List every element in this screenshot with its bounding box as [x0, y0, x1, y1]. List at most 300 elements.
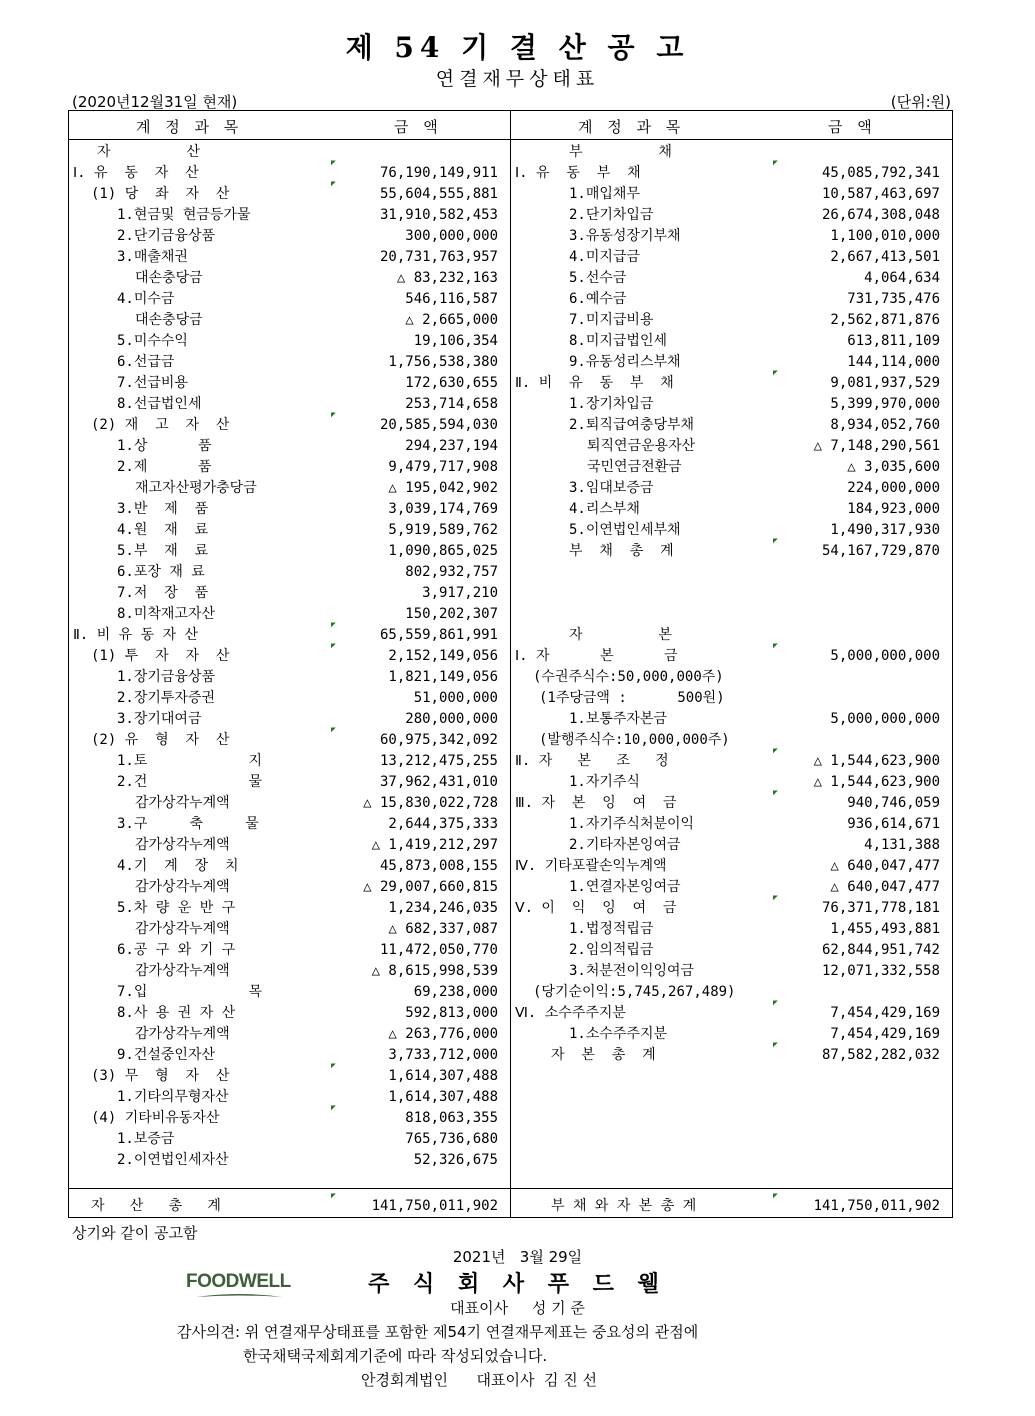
account-amount: 9,479,717,908	[388, 459, 498, 475]
table-row	[511, 394, 952, 415]
account-name: 6.포장 재 료	[117, 564, 205, 580]
account-name: 8.미착재고자산	[117, 606, 216, 622]
table-row	[511, 226, 952, 247]
account-amount: 12,071,332,558	[821, 963, 940, 979]
account-name: 8.미지급법인세	[569, 333, 668, 349]
account-name: 2.임의적립금	[569, 942, 654, 958]
account-amount: 54,167,729,870	[821, 543, 940, 559]
account-amount: △ 640,047,477	[830, 858, 940, 874]
table-row	[511, 352, 952, 373]
table-row	[69, 179, 510, 205]
right-amount-header: 금 액	[828, 118, 877, 136]
account-name: 8.선급법인세	[117, 396, 202, 412]
table-row	[69, 226, 510, 247]
audit-opinion-line-2: 한국채택국제회계기준에 따라 작성되었습니다.	[243, 1347, 548, 1365]
account-name: (4) 기타비유동자산	[91, 1110, 220, 1126]
table-row	[69, 667, 510, 688]
account-amount: 13,212,475,255	[379, 753, 498, 769]
table-row	[69, 1045, 510, 1066]
account-name: 자 본 총 계	[551, 1047, 656, 1063]
account-name: 감가상각누계액	[135, 963, 230, 979]
account-name: (3) 무 형 자 산	[91, 1068, 230, 1084]
table-row	[511, 1024, 952, 1045]
table-row	[69, 1061, 510, 1087]
tick-mark-icon: ◤	[331, 641, 336, 650]
account-amount: 55,604,555,881	[379, 186, 498, 202]
account-amount: 7,454,429,169	[830, 1005, 940, 1021]
account-amount: 1,756,538,380	[388, 354, 498, 370]
account-name: 2.단기차입금	[569, 207, 654, 223]
account-name: 2.장기투자증권	[117, 690, 216, 706]
ceo-line: 대표이사 성 기 준	[450, 1299, 585, 1317]
account-amount: 1,234,246,035	[388, 900, 498, 916]
table-row	[511, 641, 952, 667]
account-name: 9.유동성리스부채	[569, 354, 681, 370]
table-row	[511, 746, 952, 772]
table-row	[511, 667, 952, 688]
account-name: Ⅱ. 자 본 조 정	[515, 753, 669, 769]
tick-mark-icon: ◤	[773, 1191, 778, 1200]
account-name: (1주당금액 : 500원)	[539, 690, 725, 706]
notice-text: 상기와 같이 공고함	[72, 1224, 198, 1242]
account-name: 5.선수금	[569, 270, 627, 286]
account-name: 감가상각누계액	[135, 837, 230, 853]
account-name: Ⅰ. 자 본 금	[515, 648, 678, 664]
account-name: 3.구 축 물	[117, 816, 259, 832]
table-row	[69, 247, 510, 268]
account-name: 1.자기주식	[569, 774, 640, 790]
tick-mark-icon: ◤	[773, 998, 778, 1007]
logo-wordmark: FOODWELL	[186, 1271, 291, 1292]
table-row	[511, 772, 952, 793]
account-name: (당기순이익:5,745,267,489)	[533, 984, 736, 1000]
tick-mark-icon: ◤	[331, 620, 336, 629]
auditor-line: 안경회계법인 대표이사 김 진 선	[361, 1371, 598, 1389]
table-row	[69, 1150, 510, 1171]
table-row	[69, 982, 510, 1003]
account-name: Ⅰ. 유 동 부 채	[515, 165, 641, 181]
account-name: (수권주식수:50,000,000주)	[533, 669, 724, 685]
account-amount: 69,238,000	[413, 984, 498, 1000]
account-name: (2) 재 고 자 산	[91, 417, 230, 433]
account-amount: 5,000,000,000	[830, 648, 940, 664]
tick-mark-icon: ◤	[773, 788, 778, 797]
account-amount: 3,733,712,000	[388, 1047, 498, 1063]
account-name: 4.원 재 료	[117, 522, 209, 538]
account-name: 1.법정적립금	[569, 921, 654, 937]
account-amount: 150,202,307	[405, 606, 498, 622]
account-name: 대손충당금	[135, 312, 203, 328]
tick-mark-icon: ◤	[331, 1103, 336, 1112]
account-amount: △ 1,544,623,900	[813, 774, 940, 790]
table-row	[511, 205, 952, 226]
account-name: 부 채 총 계	[569, 543, 674, 559]
account-amount: 2,562,871,876	[830, 312, 940, 328]
account-name: 1.소수주주지분	[569, 1026, 668, 1042]
account-amount: △ 640,047,477	[830, 879, 940, 895]
table-row	[69, 373, 510, 394]
account-amount: 731,735,476	[847, 291, 940, 307]
account-name: 국민연금전환금	[587, 459, 682, 475]
account-amount: △ 1,419,212,297	[371, 837, 498, 853]
account-amount: 65,559,861,991	[379, 627, 498, 643]
tick-mark-icon: ◤	[331, 1191, 336, 1200]
tick-mark-icon: ◤	[331, 410, 336, 419]
account-amount: 4,064,634	[864, 270, 940, 286]
table-row	[69, 1024, 510, 1045]
tick-mark-icon: ◤	[331, 158, 336, 167]
table-row	[511, 310, 952, 331]
table-row	[511, 536, 952, 562]
account-name: 2.퇴직급여충당부채	[569, 417, 695, 433]
account-amount: 294,237,194	[405, 438, 498, 454]
table-row	[511, 184, 952, 205]
account-amount: 1,821,149,056	[388, 669, 498, 685]
account-name: 7.입 목	[117, 984, 263, 1000]
account-name: 1.상 품	[117, 438, 212, 454]
audit-opinion-line-1: 감사의견: 위 연결재무상태표를 포함한 제54기 연결재무제표는 중요성의 관점에	[177, 1323, 699, 1341]
table-row	[511, 368, 952, 394]
table-row	[69, 961, 510, 982]
table-row	[511, 1040, 952, 1066]
account-amount: 60,975,342,092	[379, 732, 498, 748]
table-row	[69, 1087, 510, 1108]
account-amount: 2,644,375,333	[388, 816, 498, 832]
account-name: 감가상각누계액	[135, 879, 230, 895]
account-amount: △ 2,665,000	[405, 312, 498, 328]
table-row	[69, 919, 510, 940]
right-account-header: 계 정 과 목	[578, 118, 686, 136]
account-amount: 184,923,000	[847, 501, 940, 517]
table-row	[69, 158, 510, 184]
account-name: Ⅲ. 자 본 잉 여 금	[515, 795, 677, 811]
account-amount: 2,667,413,501	[830, 249, 940, 265]
assets-total-amount: 141,750,011,902	[371, 1198, 498, 1214]
table-row	[511, 478, 952, 499]
account-amount: 1,614,307,488	[388, 1089, 498, 1105]
table-row	[511, 457, 952, 478]
account-amount: △ 8,615,998,539	[371, 963, 498, 979]
account-name: 감가상각누계액	[135, 795, 230, 811]
account-amount: △ 682,337,087	[388, 921, 498, 937]
account-amount: △ 1,544,623,900	[813, 753, 940, 769]
table-row	[511, 814, 952, 835]
account-amount: 8,934,052,760	[830, 417, 940, 433]
account-amount: 9,081,937,529	[830, 375, 940, 391]
account-name: 3.반 제 품	[117, 501, 209, 517]
table-row	[69, 1103, 510, 1129]
account-name: 2.기타자본잉여금	[569, 837, 681, 853]
account-name: (1) 투 자 자 산	[91, 648, 230, 664]
table-row	[69, 410, 510, 436]
account-name: 5.차 량 운 반 구	[117, 900, 236, 916]
table-row	[69, 541, 510, 562]
table-row	[69, 604, 510, 625]
account-name: 감가상각누계액	[135, 921, 230, 937]
account-amount: 10,587,463,697	[821, 186, 940, 202]
table-row	[511, 940, 952, 961]
table-row	[69, 641, 510, 667]
account-amount: 20,731,763,957	[379, 249, 498, 265]
account-name: 1.기타의무형자산	[117, 1089, 229, 1105]
account-name: 2.제 품	[117, 459, 212, 475]
table-row	[511, 436, 952, 457]
account-amount: 1,100,010,000	[830, 228, 940, 244]
table-row	[511, 709, 952, 730]
account-name: 6.예수금	[569, 291, 627, 307]
account-name: 1.보증금	[117, 1131, 175, 1147]
account-amount: 45,873,008,155	[379, 858, 498, 874]
table-row	[511, 415, 952, 436]
account-amount: 5,919,589,762	[388, 522, 498, 538]
account-amount: 2,152,149,056	[388, 648, 498, 664]
account-amount: 765,736,680	[405, 1131, 498, 1147]
table-row	[69, 394, 510, 415]
account-amount: △ 15,830,022,728	[363, 795, 498, 811]
account-amount: 87,582,282,032	[821, 1047, 940, 1063]
unit-label: (단위:원)	[890, 93, 951, 111]
account-name: 7.선급비용	[117, 375, 188, 391]
left-amount-header: 금 액	[394, 118, 443, 136]
account-name: 1.장기차입금	[569, 396, 654, 412]
account-name: 1.현금및 현금등가물	[117, 207, 251, 223]
table-row	[69, 205, 510, 226]
company-name: 주 식 회 사 푸 드 웰	[368, 1271, 667, 1297]
account-name: 6.선급금	[117, 354, 175, 370]
table-row	[511, 604, 952, 625]
account-amount: 300,000,000	[405, 228, 498, 244]
account-name: 5.부 재 료	[117, 543, 209, 559]
tick-mark-icon: ◤	[773, 746, 778, 755]
table-row	[511, 998, 952, 1024]
table-row	[69, 688, 510, 709]
account-name: 자 산	[97, 144, 200, 160]
account-name: 7.미지급비용	[569, 312, 654, 328]
totals-divider	[68, 1188, 953, 1189]
table-row	[69, 331, 510, 352]
account-name: 1.매입채무	[569, 186, 640, 202]
account-amount: 45,085,792,341	[821, 165, 940, 181]
account-name: 9.건설중인자산	[117, 1047, 216, 1063]
account-name: 4.미지급금	[569, 249, 640, 265]
account-amount: 592,813,000	[405, 1005, 498, 1021]
table-row	[69, 1003, 510, 1024]
account-amount: 20,585,594,030	[379, 417, 498, 433]
account-name: (발행주식수:10,000,000주)	[539, 732, 730, 748]
assets-column	[69, 142, 510, 1171]
table-row	[511, 520, 952, 541]
account-name: 1.자기주식처분이익	[569, 816, 695, 832]
account-amount: 1,614,307,488	[388, 1068, 498, 1084]
as-of-date: (2020년12월31일 현재)	[72, 93, 238, 111]
table-row	[69, 289, 510, 310]
table-row	[69, 793, 510, 814]
account-amount: 76,371,778,181	[821, 900, 940, 916]
account-name: 퇴직연금운용자산	[587, 438, 696, 454]
liabilities-equity-total-amount: 141,750,011,902	[813, 1198, 940, 1214]
table-row	[511, 142, 952, 163]
account-name: (2) 유 형 자 산	[91, 732, 230, 748]
table-row	[511, 893, 952, 919]
table-row	[511, 562, 952, 583]
tick-mark-icon: ◤	[331, 725, 336, 734]
account-name: 1.장기금융상품	[117, 669, 216, 685]
account-amount: 1,490,317,930	[830, 522, 940, 538]
account-amount: 52,326,675	[413, 1152, 498, 1168]
table-row	[69, 310, 510, 331]
table-row	[511, 158, 952, 184]
account-name: 3.유동성장기부채	[569, 228, 681, 244]
account-amount: 1,090,865,025	[388, 543, 498, 559]
table-row	[69, 562, 510, 583]
account-name: 4.리스부채	[569, 501, 640, 517]
assets-total-label: 자 산 총 계	[91, 1198, 221, 1214]
account-amount: △ 195,042,902	[388, 480, 498, 496]
account-amount: 19,106,354	[413, 333, 498, 349]
announcement-title: 제 54 기 결 산 공 고	[345, 31, 690, 64]
table-row	[69, 856, 510, 877]
account-amount: △ 3,035,600	[847, 459, 940, 475]
account-amount: 144,114,000	[847, 354, 940, 370]
tick-mark-icon: ◤	[773, 641, 778, 650]
table-row	[511, 961, 952, 982]
account-name: 2.건 물	[117, 774, 263, 790]
table-row	[69, 583, 510, 604]
account-name: 3.매출채권	[117, 249, 188, 265]
table-row	[511, 856, 952, 877]
account-name: 8.사 용 권 자 산	[117, 1005, 236, 1021]
account-name: Ⅱ. 비 유 동 부 채	[515, 375, 674, 391]
account-amount: 546,116,587	[405, 291, 498, 307]
account-name: 부 채	[569, 144, 672, 160]
table-row	[69, 499, 510, 520]
table-row	[69, 772, 510, 793]
account-name: Ⅴ. 이 익 잉 여 금	[515, 900, 677, 916]
account-name: (1) 당 좌 자 산	[91, 186, 230, 202]
table-row	[511, 835, 952, 856]
table-row	[69, 898, 510, 919]
table-row	[511, 919, 952, 940]
account-amount: 172,630,655	[405, 375, 498, 391]
table-row	[511, 499, 952, 520]
account-name: 6.공 구 와 기 구	[117, 942, 236, 958]
account-amount: 62,844,951,742	[821, 942, 940, 958]
account-name: 2.이연법인세자산	[117, 1152, 229, 1168]
account-name: 재고자산평가충당금	[135, 480, 257, 496]
account-amount: △ 29,007,660,815	[363, 879, 498, 895]
table-row	[69, 268, 510, 289]
account-name: Ⅵ. 소수주주지분	[515, 1005, 626, 1021]
table-row	[511, 583, 952, 604]
account-amount: △ 263,776,000	[388, 1026, 498, 1042]
account-amount: 37,962,431,010	[379, 774, 498, 790]
account-name: 자 본	[569, 627, 672, 643]
assets-total-row	[69, 1191, 510, 1217]
account-amount: 940,746,059	[847, 795, 940, 811]
table-row	[511, 688, 952, 709]
account-name: 3.임대보증금	[569, 480, 654, 496]
account-name: Ⅱ. 비 유 동 자 산	[73, 627, 199, 643]
account-name: 3.장기대여금	[117, 711, 202, 727]
account-name: 2.단기금융상품	[117, 228, 216, 244]
account-amount: 5,000,000,000	[830, 711, 940, 727]
table-row	[69, 478, 510, 499]
liabilities-equity-column	[511, 142, 952, 1066]
account-amount: 11,472,050,770	[379, 942, 498, 958]
account-amount: 3,917,210	[422, 585, 498, 601]
account-amount: 31,910,582,453	[379, 207, 498, 223]
account-name: 3.처분전이익잉여금	[569, 963, 695, 979]
account-name: Ⅳ. 기타포괄손익누계액	[515, 858, 667, 874]
left-account-header: 계 정 과 목	[136, 118, 244, 136]
table-row	[69, 436, 510, 457]
table-row	[511, 247, 952, 268]
account-name: 감가상각누계액	[135, 1026, 230, 1042]
table-row	[69, 877, 510, 898]
liabilities-equity-total-row	[511, 1191, 952, 1217]
account-name: 1.보통주자본금	[569, 711, 668, 727]
table-row	[511, 788, 952, 814]
account-amount: 51,000,000	[413, 690, 498, 706]
account-name: 7.저 장 품	[117, 585, 209, 601]
table-row	[69, 520, 510, 541]
account-name: 4.기 계 장 치	[117, 858, 239, 874]
table-row	[69, 142, 510, 163]
tick-mark-icon: ◤	[331, 179, 336, 188]
table-row	[69, 1129, 510, 1150]
account-amount: 613,811,109	[847, 333, 940, 349]
account-amount: 76,190,149,911	[379, 165, 498, 181]
tick-mark-icon: ◤	[773, 1040, 778, 1049]
account-amount: △ 7,148,290,561	[813, 438, 940, 454]
account-amount: △ 83,232,163	[396, 270, 498, 286]
account-name: 1.토 지	[117, 753, 263, 769]
table-row	[511, 877, 952, 898]
table-row	[69, 352, 510, 373]
account-amount: 3,039,174,769	[388, 501, 498, 517]
account-amount: 936,614,671	[847, 816, 940, 832]
table-row	[69, 751, 510, 772]
tick-mark-icon: ◤	[773, 893, 778, 902]
table-row	[69, 457, 510, 478]
liabilities-equity-total-label: 부 채 와 자 본 총 계	[551, 1198, 697, 1214]
table-row	[69, 940, 510, 961]
table-row	[511, 982, 952, 1003]
table-row	[511, 331, 952, 352]
account-name: 4.미수금	[117, 291, 175, 307]
account-amount: 224,000,000	[847, 480, 940, 496]
statement-subtitle: 연결재무상태표	[435, 68, 600, 90]
account-name: 1.연결자본잉여금	[569, 879, 681, 895]
account-amount: 280,000,000	[405, 711, 498, 727]
account-amount: 818,063,355	[405, 1110, 498, 1126]
account-name: 대손충당금	[135, 270, 203, 286]
table-row	[511, 625, 952, 646]
tick-mark-icon: ◤	[331, 1061, 336, 1070]
account-amount: 1,455,493,881	[830, 921, 940, 937]
table-row	[511, 268, 952, 289]
account-amount: 26,674,308,048	[821, 207, 940, 223]
account-name: 5.미수수익	[117, 333, 188, 349]
account-amount: 5,399,970,000	[830, 396, 940, 412]
tick-mark-icon: ◤	[773, 158, 778, 167]
table-row	[69, 725, 510, 751]
account-amount: 7,454,429,169	[830, 1026, 940, 1042]
account-name: 5.이연법인세부채	[569, 522, 681, 538]
account-name: Ⅰ. 유 동 자 산	[73, 165, 199, 181]
tick-mark-icon: ◤	[773, 368, 778, 377]
table-row	[69, 835, 510, 856]
